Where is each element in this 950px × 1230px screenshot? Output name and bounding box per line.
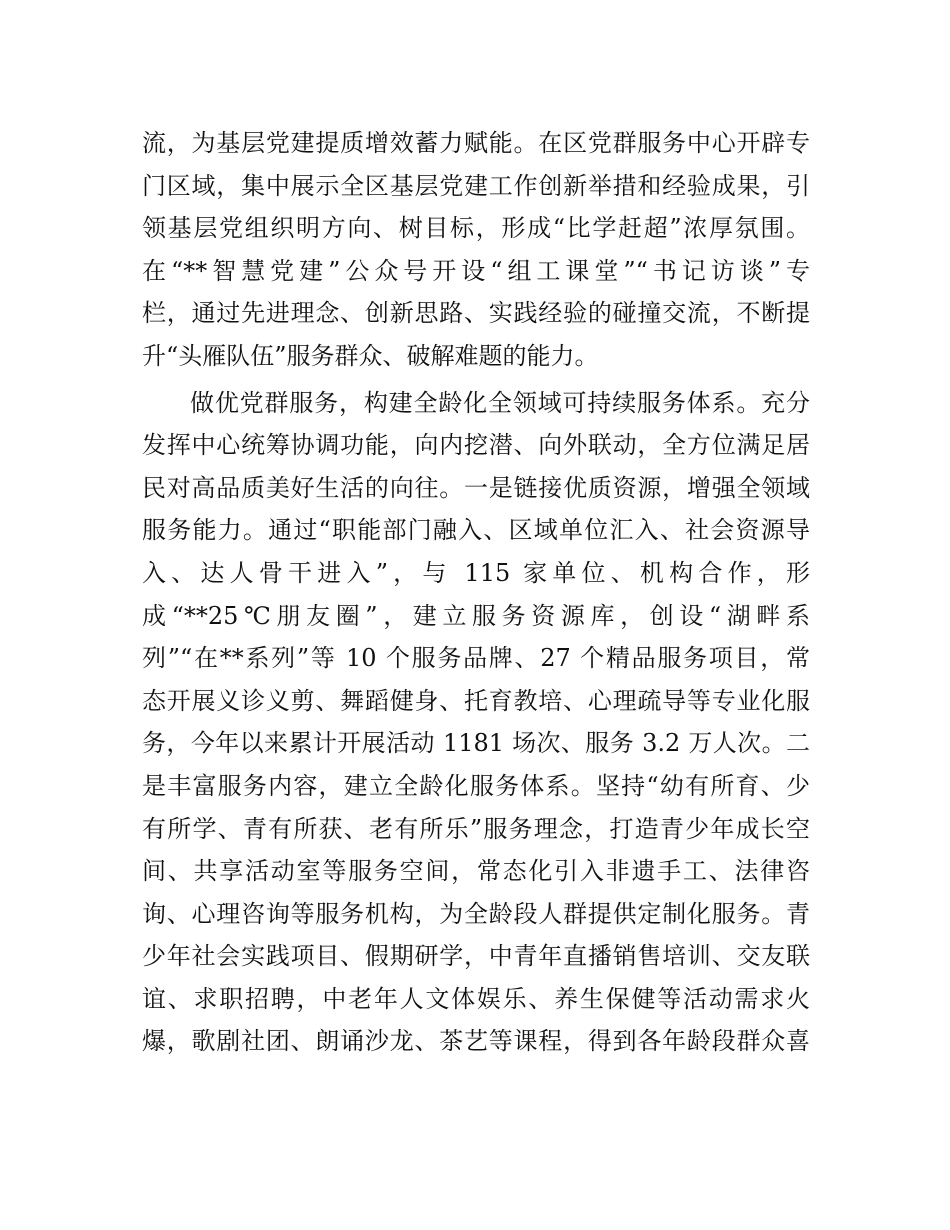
- text-line: 是丰富服务内容，建立全龄化服务体系。坚持“幼有所育、少: [142, 771, 810, 800]
- text-line: 民对高品质美好生活的向往。一是链接优质资源，增强全领域: [142, 473, 810, 502]
- text-line: 有所学、青有所获、老有所乐”服务理念，打造青少年成长空: [142, 814, 810, 843]
- text-line: 间、共享活动室等服务空间，常态化引入非遗手工、法律咨: [142, 857, 810, 886]
- text-line: 升“头雁队伍”服务群众、破解难题的能力。: [142, 341, 599, 370]
- text-line: 态开展义诊义剪、舞蹈健身、托育教培、心理疏导等专业化服: [142, 686, 810, 715]
- text-line: 列”“在**系列”等 10 个服务品牌、27 个精品服务项目，常: [142, 644, 810, 673]
- text-line: 服务能力。通过“职能部门融入、区域单位汇入、社会资源导: [142, 516, 810, 545]
- document-body: [142, 122, 810, 1063]
- text-line: 门区域，集中展示全区基层党建工作创新举措和经验成果，引: [142, 171, 810, 200]
- text-line: 爆，歌剧社团、朗诵沙龙、茶艺等课程，得到各年龄段群众喜: [142, 1027, 810, 1056]
- text-line: 谊、求职招聘，中老年人文体娱乐、养生保健等活动需求火: [142, 984, 810, 1013]
- text-line: 领基层党组织明方向、树目标，形成“比学赶超”浓厚氛围。: [142, 214, 810, 243]
- text-line: 在“**智慧党建”公众号开设“组工课堂”“书记访谈”专: [142, 256, 810, 285]
- text-line: 务，今年以来累计开展活动 1181 场次、服务 3.2 万人次。二: [142, 729, 810, 758]
- text-line: 流，为基层党建提质增效蓄力赋能。在区党群服务中心开辟专: [142, 129, 810, 157]
- text-line: 少年社会实践项目、假期研学，中青年直播销售培训、交友联: [142, 942, 810, 971]
- text-line: 入、达人骨干进入”，与 115 家单位、机构合作，形: [142, 558, 810, 587]
- paragraph-2: [142, 382, 810, 1064]
- paragraph-1: [142, 122, 810, 378]
- text-line: 做优党群服务，构建全龄化全领域可持续服务体系。充分: [190, 388, 810, 417]
- text-line: 发挥中心统筹协调功能，向内挖潜、向外联动，全方位满足居: [142, 431, 810, 460]
- text-line: 询、心理咨询等服务机构，为全龄段人群提供定制化服务。青: [142, 899, 810, 928]
- text-line: 栏，通过先进理念、创新思路、实践经验的碰撞交流，不断提: [142, 299, 810, 328]
- text-line: 成“**25℃朋友圈”，建立服务资源库，创设“湖畔系: [142, 601, 810, 630]
